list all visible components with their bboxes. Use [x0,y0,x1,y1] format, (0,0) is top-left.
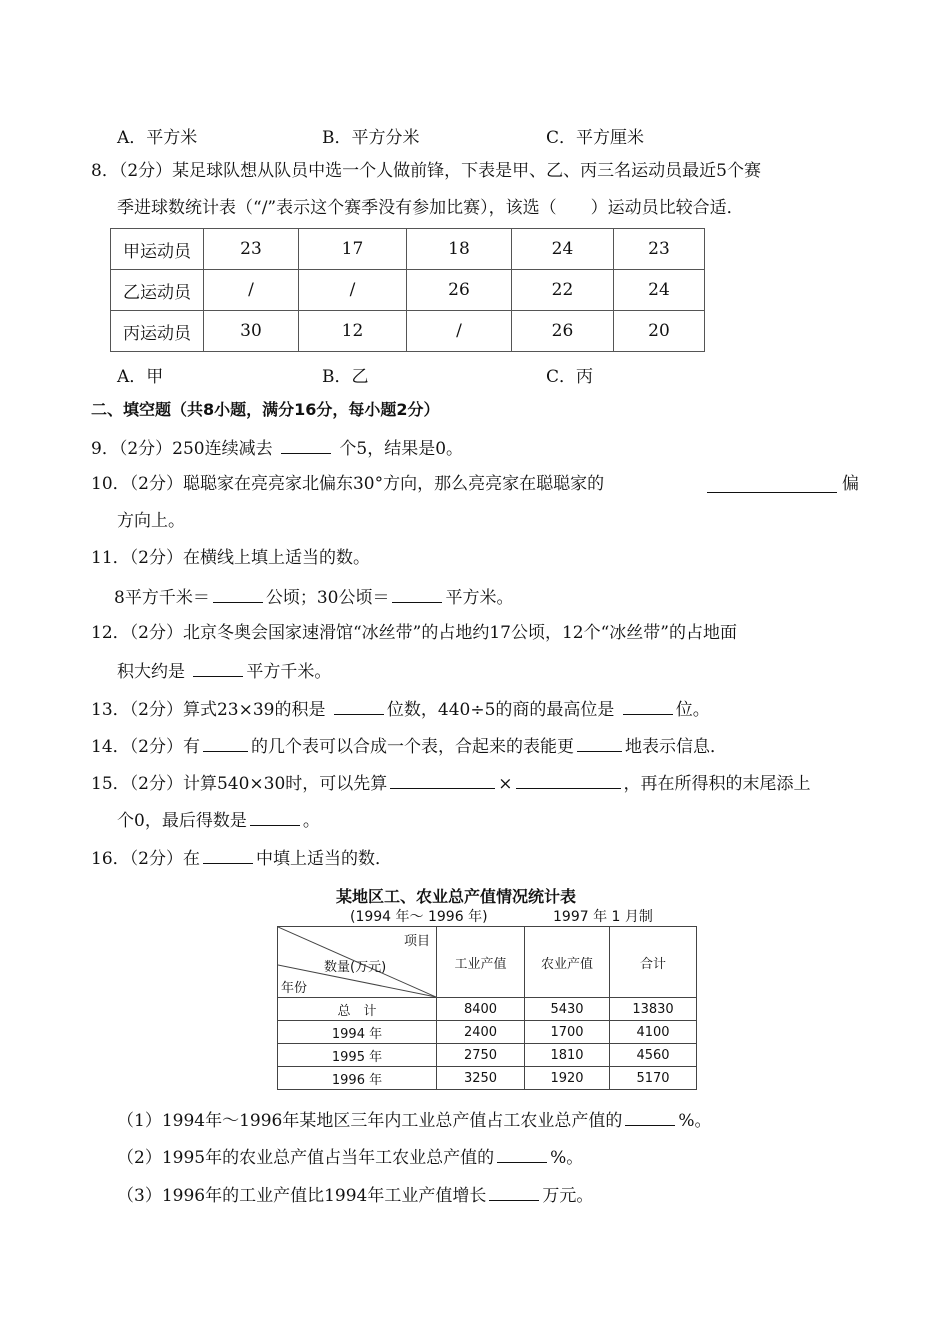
q8-line1: 8．（2分）某足球队想从队员中选一个人做前锋，下表是甲、乙、丙三名运动员最近5个赛 [91,161,761,181]
q12-text-b1: 积大约是 [117,662,185,682]
cell: / [299,270,407,311]
q16-sub2-text-a: （2）1995年的农业总产值占当年工农业总产值的 [117,1148,495,1168]
answer-blank[interactable] [250,808,300,826]
cell: 4100 [610,1021,697,1044]
col-header: 农业产值 [525,927,610,998]
q16-sub2 [117,1145,583,1169]
col-header: 合计 [610,927,697,998]
cell: 2750 [437,1044,525,1067]
row-label: 1995 年 [278,1044,437,1067]
table-row [278,998,697,1021]
q13-text-a3: 位。 [675,700,710,720]
row-label: 1996 年 [278,1067,437,1090]
cell: 1700 [525,1021,610,1044]
q9 [91,436,463,460]
answer-blank[interactable] [392,585,442,603]
q14 [91,734,727,758]
q13 [91,697,710,721]
q7-option-a: A．平方米 [117,128,198,148]
answer-blank[interactable] [334,697,384,715]
answer-blank[interactable] [203,846,253,864]
answer-blank[interactable] [497,1145,547,1163]
q9-text-a: 9．（2分）250连续减去 [91,439,273,459]
row-label: 总 计 [278,998,437,1021]
q16-sub1 [117,1108,712,1132]
q16-text-a1: 16．（2分）在 [91,849,200,869]
q8-table [110,228,705,352]
answer-blank[interactable] [193,659,243,677]
cell: 1810 [525,1044,610,1067]
q15-text-a2: × [498,774,513,794]
q16-sub3 [117,1183,593,1207]
table-row [111,229,705,270]
cell: 13830 [610,998,697,1021]
q13-text-a1: 13．（2分）算式23×39的积是 [91,700,326,720]
q7-option-b: B．平方分米 [322,128,420,148]
q8-option-b: B．乙 [322,367,369,387]
q16-sub1-text-b: %。 [678,1111,712,1131]
q10-text-b: 偏 [842,474,859,494]
cell: 24 [614,270,705,311]
q14-text-a3: 地表示信息． [624,737,727,757]
q8-line2: 季进球数统计表（“/”表示这个赛季没有参加比赛），该选（ ）运动员比较合适． [117,198,744,218]
table-row [278,1021,697,1044]
cell: / [204,270,299,311]
q16-sub3-text-a: （3）1996年的工业产值比1994年工业产值增长 [117,1186,487,1206]
q12-text-a: 12．（2分）北京冬奥会国家速滑馆“冰丝带”的占地约17公顷，12个“冰丝带”的占地面 [91,623,737,643]
stat-table-period: (1994 年～ 1996 年) [350,909,488,925]
q13-text-a2: 位数，440÷5的商的最高位是 [386,700,615,720]
q7-option-c: C．平方厘米 [546,128,645,148]
q16-sub3-text-b: 万元。 [542,1186,594,1206]
cell: 20 [614,311,705,352]
q14-text-a2: 的几个表可以合成一个表，合起来的表能更 [250,737,574,757]
table-row [278,1067,697,1090]
q11-text-b1: 8平方千米＝ [114,588,210,608]
q16-sub1-text-a: （1）1994年～1996年某地区三年内工业总产值占工农业总产值的 [117,1111,623,1131]
q12-text-b2: 平方千米。 [246,662,332,682]
q16-stat-table [277,926,697,1090]
q15 [91,771,811,795]
q8-option-a: A．甲 [117,367,164,387]
col-header: 工业产值 [437,927,525,998]
q15-text-b2: 。 [302,811,320,831]
answer-blank[interactable] [577,734,622,752]
table-row [278,1044,697,1067]
q16 [91,846,392,870]
answer-blank[interactable] [390,771,495,789]
cell: 23 [204,229,299,270]
q15-text-a1: 15．（2分）计算540×30时，可以先算 [91,774,388,794]
row-label: 甲运动员 [111,229,204,270]
q15-text-b1: 个0，最后得数是 [117,811,247,831]
section-title: 二、填空题（共8小题，满分16分，每小题2分） [91,400,440,419]
cell: 3250 [437,1067,525,1090]
cell: 24 [512,229,614,270]
cell: 1920 [525,1067,610,1090]
answer-blank[interactable] [281,436,331,454]
q16-sub2-text-b: %。 [550,1148,584,1168]
q9-text-b: 个5，结果是0。 [339,439,464,459]
table-row [111,311,705,352]
q15-text-a3: ，再在所得积的末尾添上 [623,774,811,794]
q10-text-c: 方向上。 [117,511,185,531]
q11-line2 [114,585,513,609]
row-label: 丙运动员 [111,311,204,352]
answer-blank[interactable] [707,475,837,493]
q16-text-a2: 中填上适当的数． [255,849,392,869]
row-label: 1994 年 [278,1021,437,1044]
answer-blank[interactable] [489,1183,539,1201]
answer-blank[interactable] [623,697,673,715]
answer-blank[interactable] [625,1108,675,1126]
cell: 26 [407,270,512,311]
q10 [91,473,604,495]
cell: 4560 [610,1044,697,1067]
cell: / [407,311,512,352]
q11-text-b2: 公顷；30公顷＝ [265,588,390,608]
q8-option-c: C．丙 [546,367,594,387]
cell: 23 [614,229,705,270]
diag-label-year: 年份 [281,981,308,996]
cell: 22 [512,270,614,311]
q11-text-a: 11．（2分）在横线上填上适当的数。 [91,548,370,568]
answer-blank[interactable] [213,585,263,603]
q11-text-b3: 平方米。 [445,588,514,608]
answer-blank[interactable] [203,734,248,752]
cell: 30 [204,311,299,352]
q10-text-a: 10．（2分）聪聪家在亮亮家北偏东30°方向，那么亮亮家在聪聪家的 [91,474,605,494]
cell: 12 [299,311,407,352]
cell: 8400 [437,998,525,1021]
q14-text-a1: 14．（2分）有 [91,737,200,757]
cell: 26 [512,311,614,352]
diag-label-qty: 数量(万元) [324,960,387,975]
diagonal-header-cell [278,927,437,998]
q12-line2 [117,659,331,683]
cell: 5170 [610,1067,697,1090]
diag-label-item: 项目 [403,934,430,949]
header-row [278,927,697,998]
row-label: 乙运动员 [111,270,204,311]
q15-line2 [117,808,320,832]
cell: 17 [299,229,407,270]
stat-table-date: 1997 年 1 月制 [553,909,653,925]
cell: 2400 [437,1021,525,1044]
answer-blank[interactable] [516,771,621,789]
cell: 5430 [525,998,610,1021]
cell: 18 [407,229,512,270]
table-row [111,270,705,311]
stat-table-title: 某地区工、农业总产值情况统计表 [336,887,577,906]
